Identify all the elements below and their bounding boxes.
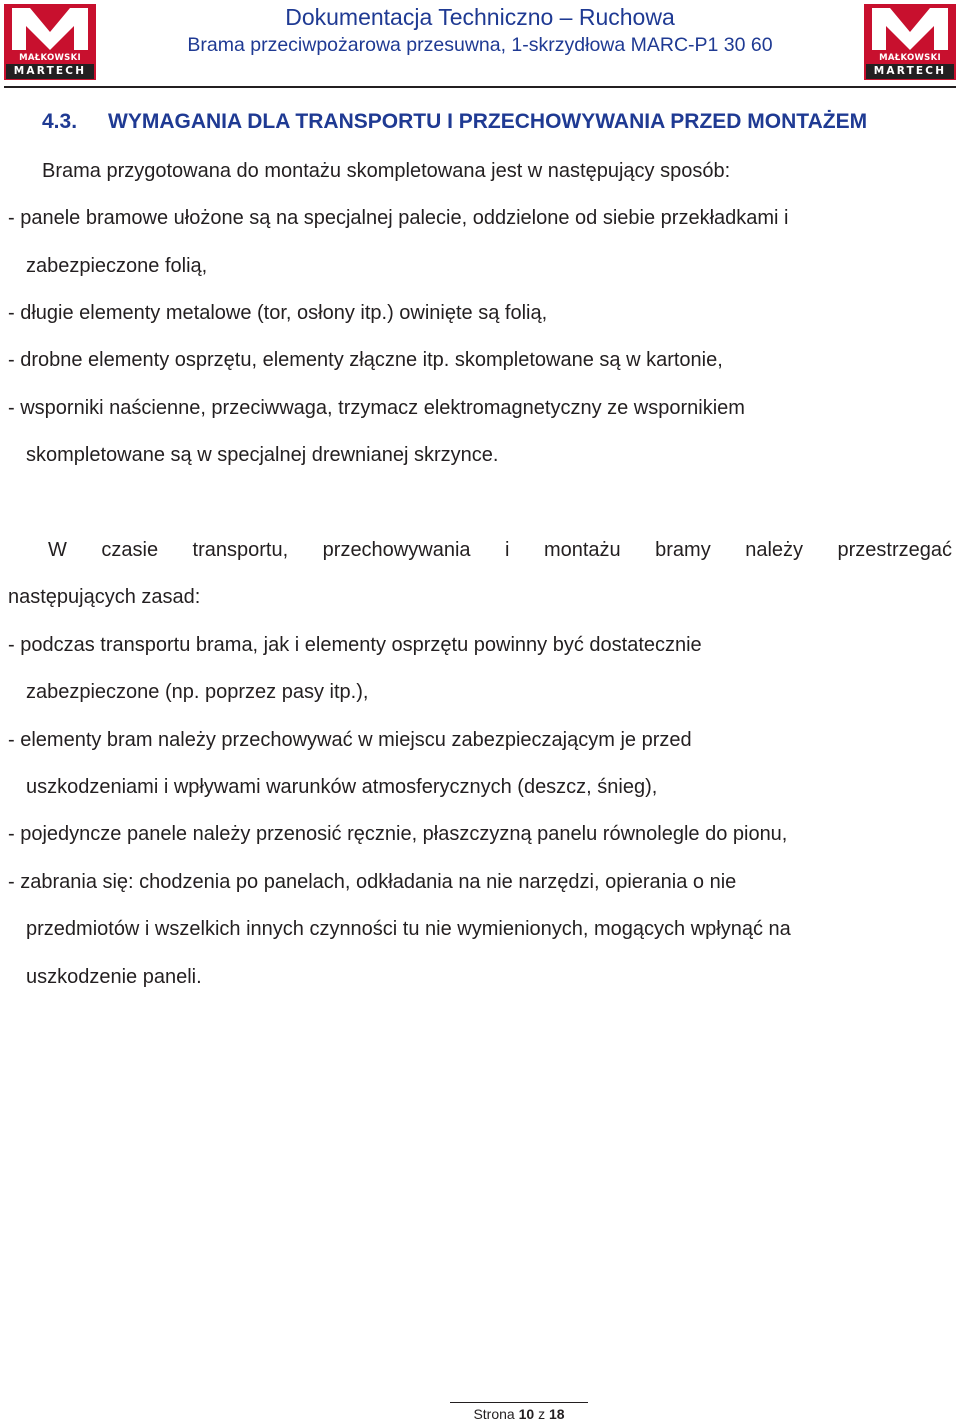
list-item-continuation: zabezpieczone folią, <box>26 255 208 277</box>
list-item: - podczas transportu brama, jak i elementy osprzętu powinny być dostatecznie <box>8 634 702 656</box>
document-header <box>100 3 860 59</box>
list-item: - elementy bram należy przechowywać w miejscu zabezpieczającym je przed <box>8 729 692 751</box>
section-number: 4.3. <box>42 110 78 133</box>
list-item: - zabrania się: chodzenia po panelach, odkładania na nie narzędzi, opierania o nie <box>8 871 737 893</box>
company-logo-left <box>4 4 96 80</box>
intro-text: Brama przygotowana do montażu skompletowana jest w następujący sposób: <box>42 160 731 182</box>
document-subtitle: Brama przeciwpożarowa przesuwna, 1-skrzydłowa MARC-P1 30 60 <box>187 34 773 56</box>
page-separator: z <box>538 1406 546 1422</box>
list-item-continuation: uszkodzeniami i wpływami warunków atmosferycznych (deszcz, śnieg), <box>26 776 658 798</box>
section-heading <box>42 110 867 134</box>
list-item-continuation: uszkodzenie paneli. <box>26 966 202 988</box>
logo-top-text: MAŁKOWSKI <box>879 53 941 63</box>
page-number <box>450 1406 588 1422</box>
header-divider <box>4 86 956 88</box>
current-page: 10 <box>518 1406 535 1422</box>
logo-top-text: MAŁKOWSKI <box>19 53 81 63</box>
list-item: - wsporniki naścienne, przeciwwaga, trzymacz elektromagnetyczny ze wspornikiem <box>8 397 745 419</box>
document-title: Dokumentacja Techniczno – Ruchowa <box>285 4 675 30</box>
logo-bottom-text: MARTECH <box>13 65 87 77</box>
logo-bottom-text: MARTECH <box>873 65 947 77</box>
list-item: - długie elementy metalowe (tor, osłony itp.) owinięte są folią, <box>8 302 548 324</box>
list-item-continuation: przedmiotów i wszelkich innych czynności tu nie wymienionych, mogących wpłynąć na <box>26 918 791 940</box>
list-item: - pojedyncze panele należy przenosić ręcznie, płaszczyzną panelu równolegle do pionu, <box>8 823 788 845</box>
list-item-continuation: skompletowane są w specjalnej drewnianej skrzynce. <box>26 444 499 466</box>
list-item: - panele bramowe ułożone są na specjalnej palecie, oddzielone od siebie przekładkami i <box>8 207 789 229</box>
list-item-continuation: zabezpieczone (np. poprzez pasy itp.), <box>26 681 369 703</box>
footer-divider <box>450 1402 588 1403</box>
page-prefix: Strona <box>473 1406 515 1422</box>
list-item: - drobne elementy osprzętu, elementy złączne itp. skompletowane są w kartonie, <box>8 349 723 371</box>
total-pages: 18 <box>548 1406 565 1422</box>
paragraph-line: następujących zasad: <box>8 586 201 608</box>
company-logo-right <box>864 4 956 80</box>
paragraph-line: W czasie transportu, przechowywania i montażu bramy należy przestrzegać <box>48 539 952 561</box>
section-title: WYMAGANIA DLA TRANSPORTU I PRZECHOWYWANIA PRZED MONTAŻEM <box>108 110 868 133</box>
